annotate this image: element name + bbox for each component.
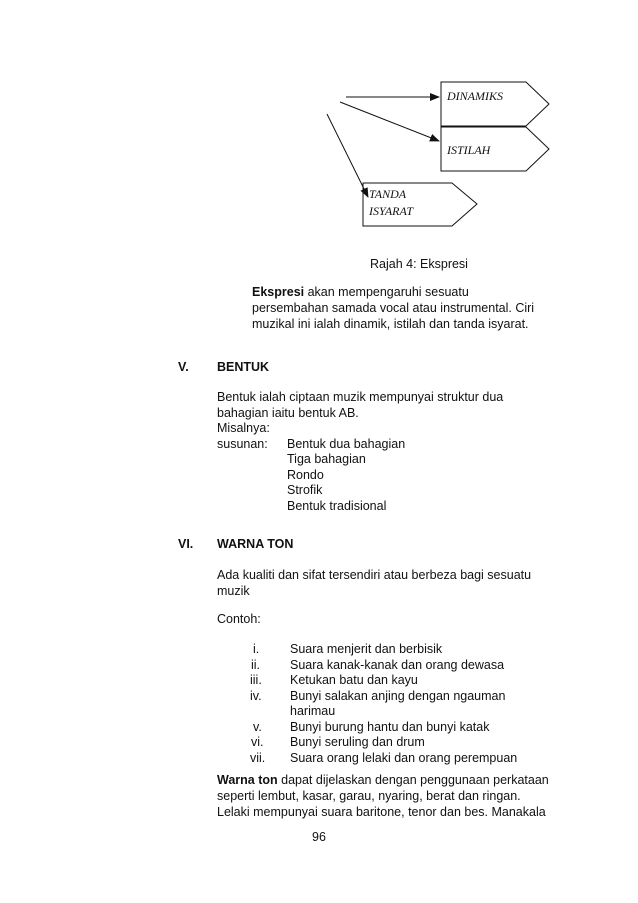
warna-para-line2: seperti lembut, kasar, garau, nyaring, berat dan ringan.	[217, 789, 521, 803]
bentuk-line1: Bentuk ialah ciptaan muzik mempunyai struktur dua	[217, 390, 504, 404]
list-item-num: iii.	[250, 673, 262, 687]
warna-line2: muzik	[217, 584, 250, 598]
bentuk-line3: Misalnya:	[217, 421, 270, 435]
list-item-text: Suara menjerit dan berbisik	[290, 642, 443, 656]
ekspresi-term: Ekspresi	[252, 285, 305, 299]
list-item-text: Bunyi seruling dan drum	[290, 735, 425, 749]
ekspresi-line3: muzikal ini ialah dinamik, istilah dan tanda isyarat.	[252, 317, 529, 331]
isyarat-label: ISYARAT	[369, 204, 414, 218]
section-vi-heading: WARNA TON	[217, 537, 294, 551]
list-item-num: i.	[253, 642, 260, 656]
arrow-to-istilah	[340, 102, 439, 141]
list-item: Bentuk tradisional	[287, 498, 387, 513]
warna-para-line1: dapat dijelaskan dengan penggunaan perkataan	[277, 773, 549, 787]
ekspresi-diagram	[0, 0, 638, 260]
list-item-text: Suara kanak-kanak dan orang dewasa	[290, 657, 505, 672]
list-item-text: Bunyi burung hantu dan bunyi katak	[290, 719, 490, 734]
list-item-num: ii.	[251, 657, 261, 672]
list-item-text: Suara orang lelaki dan orang perempuan	[290, 750, 518, 765]
list-item: Rondo	[287, 467, 324, 482]
diagram-caption: Rajah 4: Ekspresi	[370, 257, 468, 271]
warna-para-line3: Lelaki mempunyai suara baritone, tenor dan bes. Manakala	[217, 805, 546, 819]
bentuk-line2: bahagian iaitu bentuk AB.	[217, 405, 359, 420]
list-item-text-cont: harimau	[290, 704, 336, 718]
list-item-num: v.	[253, 719, 262, 734]
contoh-label: Contoh:	[217, 612, 261, 626]
ekspresi-line2: persembahan samada vocal atau instrumental. Ciri	[252, 301, 535, 315]
section-vi-numeral: VI.	[178, 537, 194, 551]
list-item-num: iv.	[250, 688, 262, 703]
tanda-label: TANDA	[369, 187, 407, 201]
list-item-text: Bunyi salakan anjing dengan ngauman	[290, 688, 506, 703]
susunan-label: susunan:	[217, 436, 268, 451]
list-item: Bentuk dua bahagian	[287, 436, 406, 451]
page-number: 96	[312, 830, 326, 844]
list-item-num: vi.	[251, 735, 264, 749]
dinamiks-label: DINAMIKS	[447, 89, 503, 103]
section-v-numeral: V.	[178, 360, 189, 374]
istilah-label: ISTILAH	[447, 143, 491, 157]
warna-ton-term: Warna ton	[217, 773, 278, 787]
section-v-heading: BENTUK	[217, 360, 270, 374]
ekspresi-line1: akan mempengaruhi sesuatu	[304, 285, 469, 299]
list-item: Strofik	[287, 483, 323, 497]
list-item-text: Ketukan batu dan kayu	[290, 673, 418, 687]
warna-line1: Ada kualiti dan sifat tersendiri atau berbeza bagi sesuatu	[217, 568, 532, 582]
list-item: Tiga bahagian	[287, 452, 366, 466]
list-item-num: vii.	[250, 750, 266, 765]
arrow-to-tanda-isyarat	[327, 114, 368, 197]
